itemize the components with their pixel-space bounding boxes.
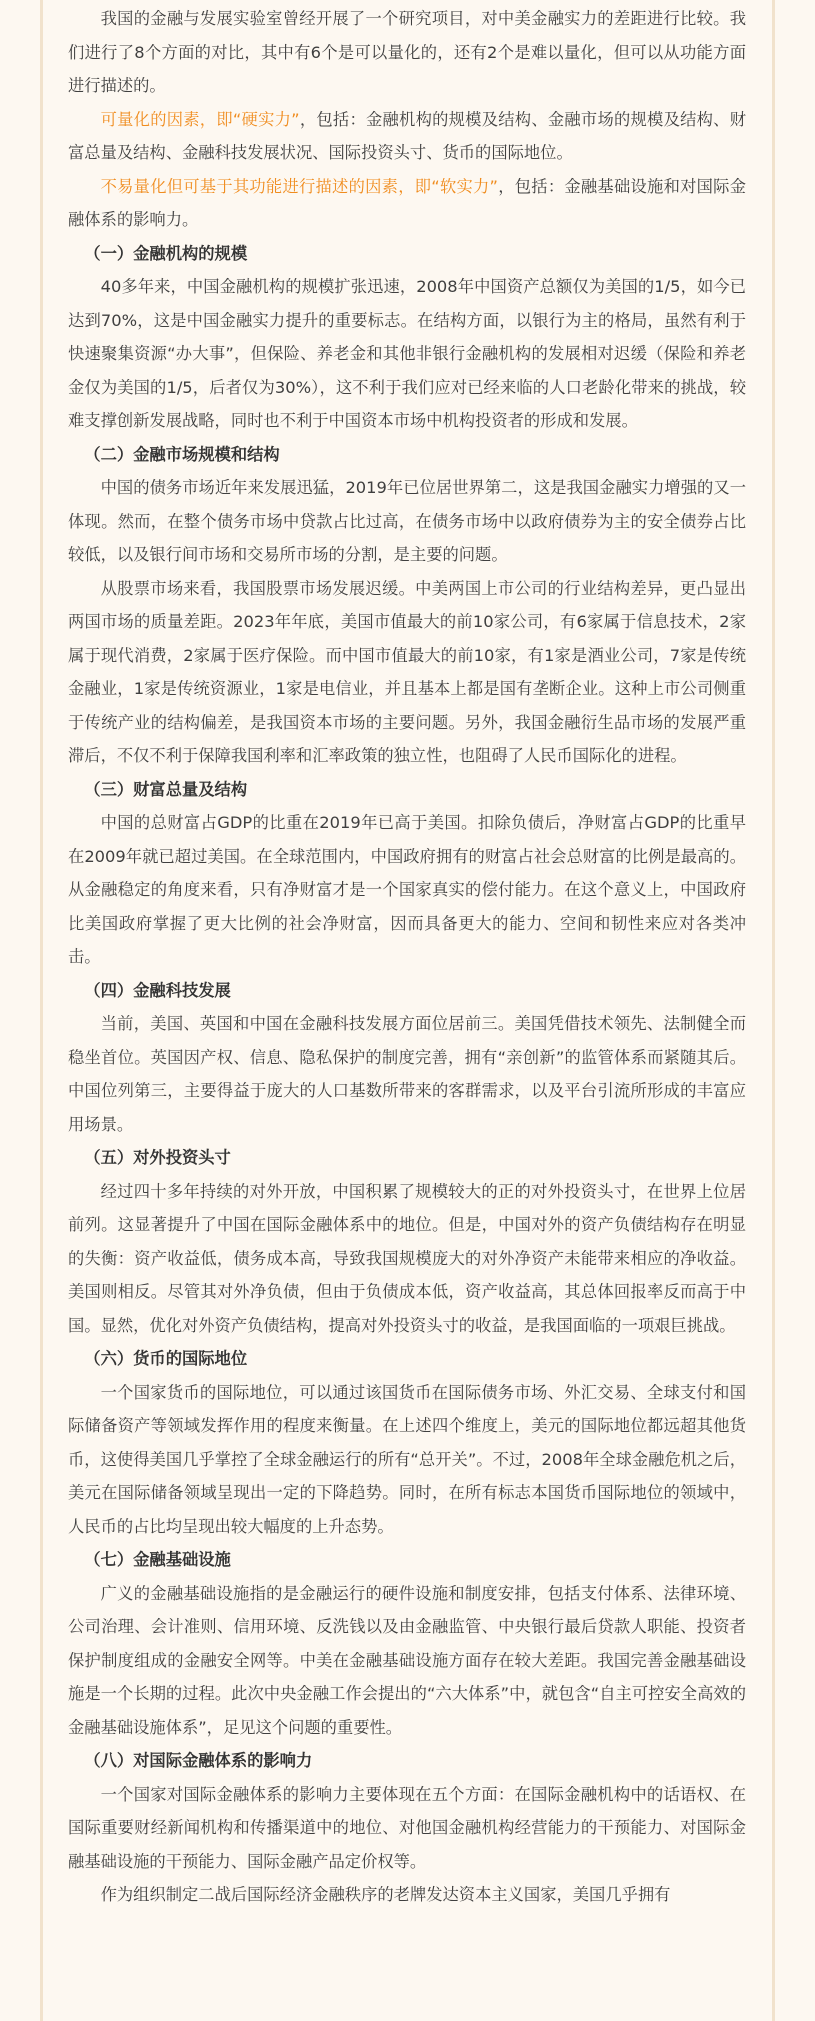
hard-power-text: ，包括：金融机构的规模及结构、金融市场的规模及结构、财富总量及结构、金融科技发展状况、国际投资头寸、货币的国际地位。 (68, 109, 746, 162)
section-paragraph: 40多年来，中国金融机构的规模扩张迅速，2008年中国资产总额仅为美国的1/5，如今已达到70%，这是中国金融实力提升的重要标志。在结构方面，以银行为主的格局，虽然有利于快速聚集资源“办大事”，但保险、养老金和其他非银行金融机构的发展相对迟缓（保险和养老金仅为美国的1/5，后者仅为30%），这不利于我们应对已经来临的人口老龄化带来的挑战，较难支撑创新发展战略，同时也不利于中国资本市场中机构投资者的形成和发展。 (68, 277, 746, 430)
section-heading-wealth: （三）财富总量及结构 (84, 779, 248, 799)
section-paragraph: 作为组织制定二战后国际经济金融秩序的老牌发达资本主义国家，美国几乎拥有 (100, 1885, 671, 1904)
section-paragraph: 从股票市场来看，我国股票市场发展迟缓。中美两国上市公司的行业结构差异，更凸显出两国市场的质量差距。2023年年底，美国市值最大的前10家公司，有6家属于信息技术，2家属于现代消费，2家属于医疗保险。而中国市值最大的前10家，有1家是酒业公司，7家是传统金融业，1家是传统资源业，1家是电信业，并且基本上都是国有垄断企业。这种上市公司侧重于传统产业的结构偏差，是我国资本市场的主要问题。另外，我国金融衍生品市场的发展严重滞后，不仅不利于保障我国利率和汇率政策的独立性，也阻碍了人民币国际化的进程。 (68, 578, 746, 765)
article-body (68, 2, 746, 1912)
left-border-rule (40, 0, 43, 2021)
section-paragraph: 一个国家货币的国际地位，可以通过该国货币在国际债务市场、外汇交易、全球支付和国际储备资产等领域发挥作用的程度来衡量。在上述四个维度上，美元的国际地位都远超其他货币，这使得美国几乎掌控了全球金融运行的所有“总开关”。不过，2008年全球金融危机之后，美元在国际储备领域呈现出一定的下降趋势。同时，在所有标志本国货币国际地位的领域中，人民币的占比均呈现出较大幅度的上升态势。 (68, 1382, 746, 1536)
soft-power-paragraph (68, 170, 746, 237)
section-heading-investment-position: （五）对外投资头寸 (84, 1148, 231, 1167)
section-paragraph: 一个国家对国际金融体系的影响力主要体现在五个方面：在国际金融机构中的话语权、在国际重要财经新闻机构和传播渠道中的地位、对他国金融机构经营能力的干预能力、对国际金融基础设施的干预能力、国际金融产品定价权等。 (68, 1784, 746, 1871)
soft-power-highlight: 不易量化但可基于其功能进行描述的因素，即“软实力” (100, 176, 498, 196)
section-paragraph: 广义的金融基础设施指的是金融运行的硬件设施和制度安排，包括支付体系、法律环境、公司治理、会计准则、信用环境、反洗钱以及由金融监管、中央银行最后贷款人职能、投资者保护制度组成的金融安全网等。中美在金融基础设施方面存在较大差距。我国完善金融基础设施是一个长期的过程。此次中央金融工作会提出的“六大体系”中，就包含“自主可控安全高效的金融基础设施体系”，足见这个问题的重要性。 (68, 1583, 746, 1737)
section-heading-institutions: （一）金融机构的规模 (84, 243, 248, 263)
section-heading-fintech: （四）金融科技发展 (84, 980, 231, 1000)
section-heading-currency: （六）货币的国际地位 (84, 1349, 248, 1368)
section-heading-infrastructure: （七）金融基础设施 (84, 1550, 231, 1569)
section-paragraph: 中国的债务市场近年来发展迅猛，2019年已位居世界第二，这是我国金融实力增强的又一体现。然而，在整个债务市场中贷款占比过高，在债务市场中以政府债券为主的安全债券占比较低，以及银行间市场和交易所市场的分割，是主要的问题。 (68, 478, 746, 564)
intro-text: 我国的金融与发展实验室曾经开展了一个研究项目，对中美金融实力的差距进行比较。我们进行了8个方面的对比，其中有6个是可以量化的，还有2个是难以量化，但可以从功能方面进行描述的。 (68, 9, 746, 95)
right-border-rule (772, 0, 775, 2021)
section-paragraph: 经过四十多年持续的对外开放，中国积累了规模较大的正的对外投资头寸，在世界上位居前列。这显著提升了中国在国际金融体系中的地位。但是，中国对外的资产负债结构存在明显的失衡：资产收益低，债务成本高，导致我国规模庞大的对外净资产未能带来相应的净收益。美国则相反。尽管其对外净负债，但由于负债成本低，资产收益高，其总体回报率反而高于中国。显然，优化对外资产负债结构，提高对外投资头寸的收益，是我国面临的一项艰巨挑战。 (68, 1181, 746, 1335)
soft-power-text: ，包括：金融基础设施和对国际金融体系的影响力。 (68, 176, 746, 229)
hard-power-paragraph (68, 103, 746, 170)
section-paragraph: 中国的总财富占GDP的比重在2019年已高于美国。扣除负债后，净财富占GDP的比重早在2009年就已超过美国。在全球范围内，中国政府拥有的财富占社会总财富的比例是最高的。从金融稳定的角度来看，只有净财富才是一个国家真实的偿付能力。在这个意义上，中国政府比美国政府掌握了更大比例的社会净财富，因而具备更大的能力、空间和韧性来应对各类冲击。 (68, 813, 746, 966)
hard-power-highlight: 可量化的因素，即“硬实力” (100, 109, 300, 129)
section-heading-influence: （八）对国际金融体系的影响力 (84, 1751, 313, 1770)
section-heading-markets: （二）金融市场规模和结构 (84, 444, 280, 464)
section-paragraph: 当前，美国、英国和中国在金融科技发展方面位居前三。美国凭借技术领先、法制健全而稳坐首位。英国因产权、信息、隐私保护的制度完善，拥有“亲创新”的监管体系而紧随其后。中国位列第三，主要得益于庞大的人口基数所带来的客群需求，以及平台引流所形成的丰富应用场景。 (68, 1014, 746, 1134)
intro-paragraph (68, 2, 746, 103)
